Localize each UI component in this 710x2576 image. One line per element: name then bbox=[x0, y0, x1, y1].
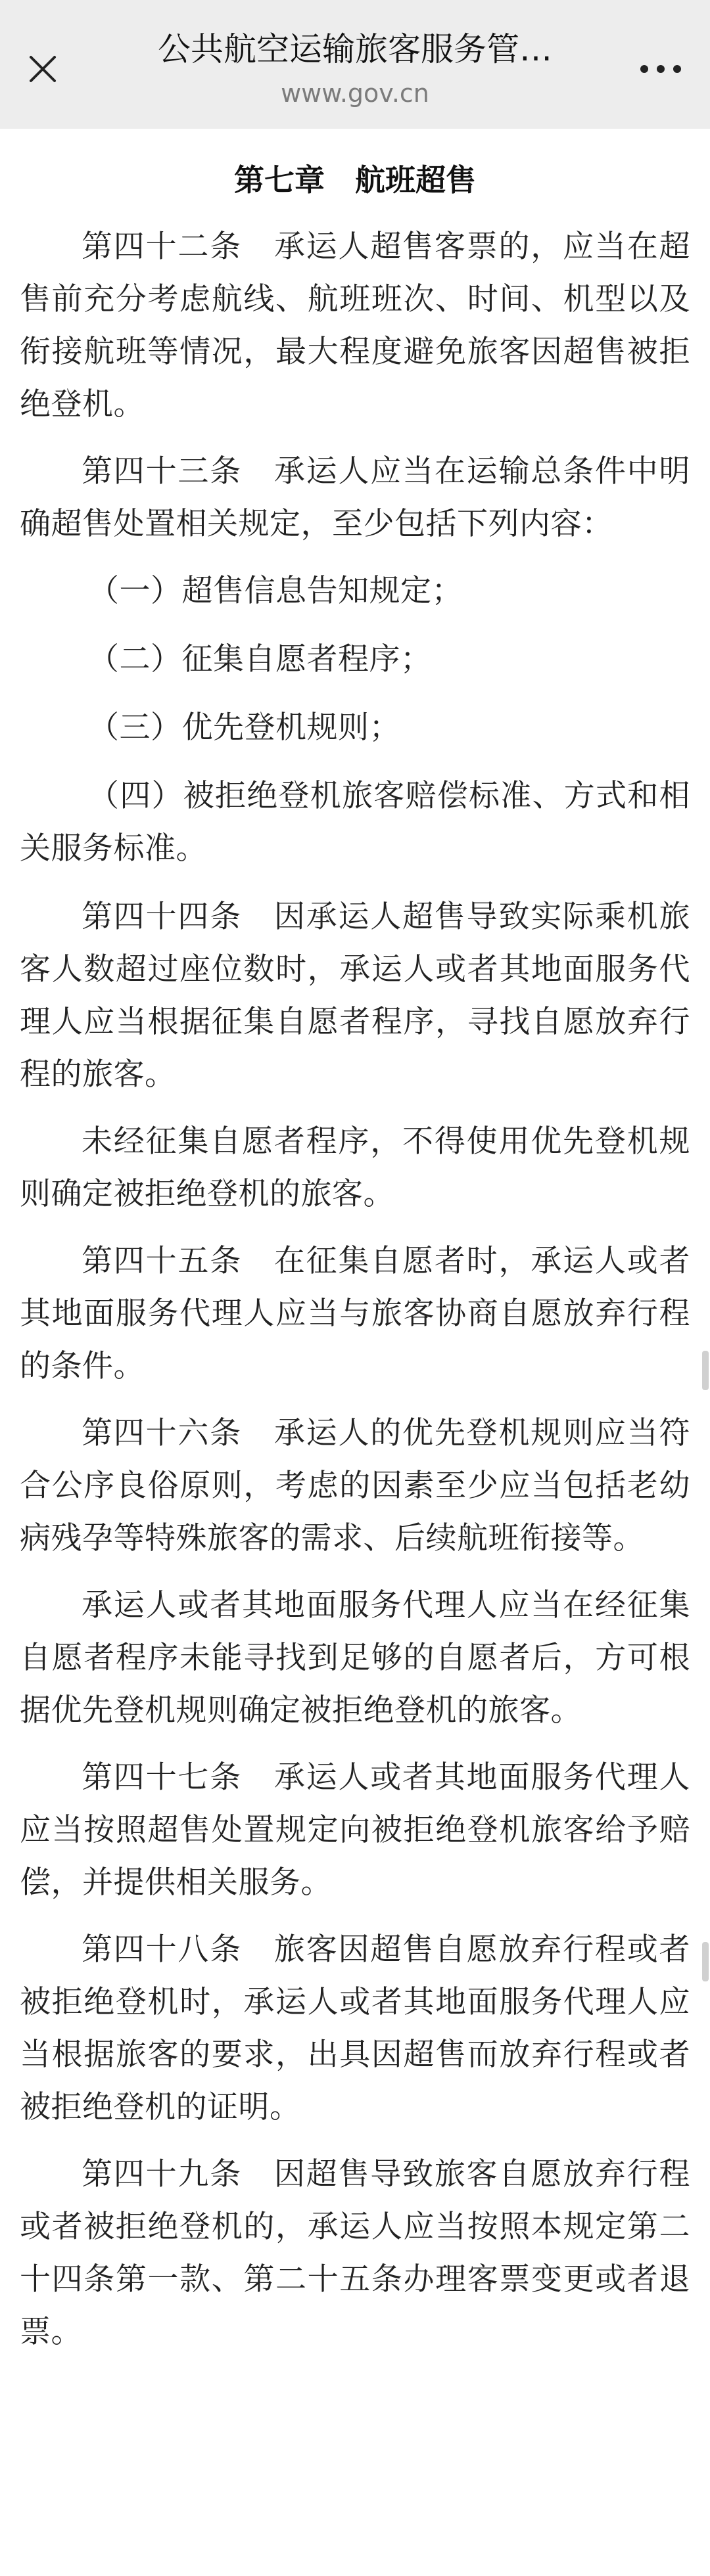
close-button[interactable] bbox=[20, 46, 66, 92]
more-icon bbox=[638, 62, 684, 76]
article-paragraph: 未经征集自愿者程序，不得使用优先登机规则确定被拒绝登机的旅客。 bbox=[20, 1123, 690, 1212]
title-area bbox=[99, 26, 611, 110]
list-item: （三）优先登机规则； bbox=[88, 710, 400, 746]
article-paragraph: 第四十五条 在征集自愿者时，承运人或者其地面服务代理人应当与旅客协商自愿放弃行程的条件。 bbox=[20, 1243, 690, 1384]
article-paragraph: 第四十六条 承运人的优先登机规则应当符合公序良俗原则，考虑的因素至少应当包括老幼病残孕等特殊旅客的需求、后续航班衔接等。 bbox=[20, 1415, 690, 1556]
page-title: 公共航空运输旅客服务管… bbox=[158, 30, 552, 68]
article-paragraph: 第四十三条 承运人应当在运输总条件中明确超售处置相关规定，至少包括下列内容： bbox=[20, 453, 690, 542]
article-paragraph: 第四十四条 因承运人超售导致实际乘机旅客人数超过座位数时，承运人或者其地面服务代理人应当根据征集自愿者程序，寻找自愿放弃行程的旅客。 bbox=[20, 899, 690, 1093]
list-item: （一）超售信息告知规定； bbox=[88, 573, 463, 609]
list-item: （二）征集自愿者程序； bbox=[88, 641, 432, 677]
article-paragraph: 第四十二条 承运人超售客票的，应当在超售前充分考虑航线、航班班次、时间、机型以及衔接航班等情况，最大程度避免旅客因超售被拒绝登机。 bbox=[20, 229, 690, 422]
scrollbar[interactable] bbox=[699, 129, 710, 2576]
scroll-indicator bbox=[702, 1351, 709, 1390]
article-paragraph: 第四十九条 因超售导致旅客自愿放弃行程或者被拒绝登机的，承运人应当按照本规定第二十四条第一款、第二十五条办理客票变更或者退票。 bbox=[20, 2156, 690, 2350]
article-paragraph: 第四十八条 旅客因超售自愿放弃行程或者被拒绝登机时，承运人或者其地面服务代理人应当根据旅客的要求，出具因超售而放弃行程或者被拒绝登机的证明。 bbox=[20, 1932, 690, 2125]
chapter-heading: 第七章 航班超售 bbox=[234, 162, 476, 198]
list-item: （四）被拒绝登机旅客赔偿标准、方式和相关服务标准。 bbox=[20, 778, 690, 867]
top-navigation-bar bbox=[0, 0, 710, 129]
article-body bbox=[0, 129, 710, 2359]
page-domain: www.gov.cn bbox=[281, 79, 429, 108]
article-paragraph: 第四十七条 承运人或者其地面服务代理人应当按照超售处置规定向被拒绝登机旅客给予赔偿，并提供相关服务。 bbox=[20, 1759, 690, 1901]
article-scroll-area[interactable] bbox=[0, 129, 710, 2576]
scroll-indicator bbox=[702, 1942, 709, 1981]
article-paragraph: 承运人或者其地面服务代理人应当在经征集自愿者程序未能寻找到足够的自愿者后，方可根据优先登机规则确定被拒绝登机的旅客。 bbox=[20, 1587, 690, 1729]
close-icon bbox=[28, 55, 57, 83]
more-options-button[interactable] bbox=[631, 46, 690, 92]
